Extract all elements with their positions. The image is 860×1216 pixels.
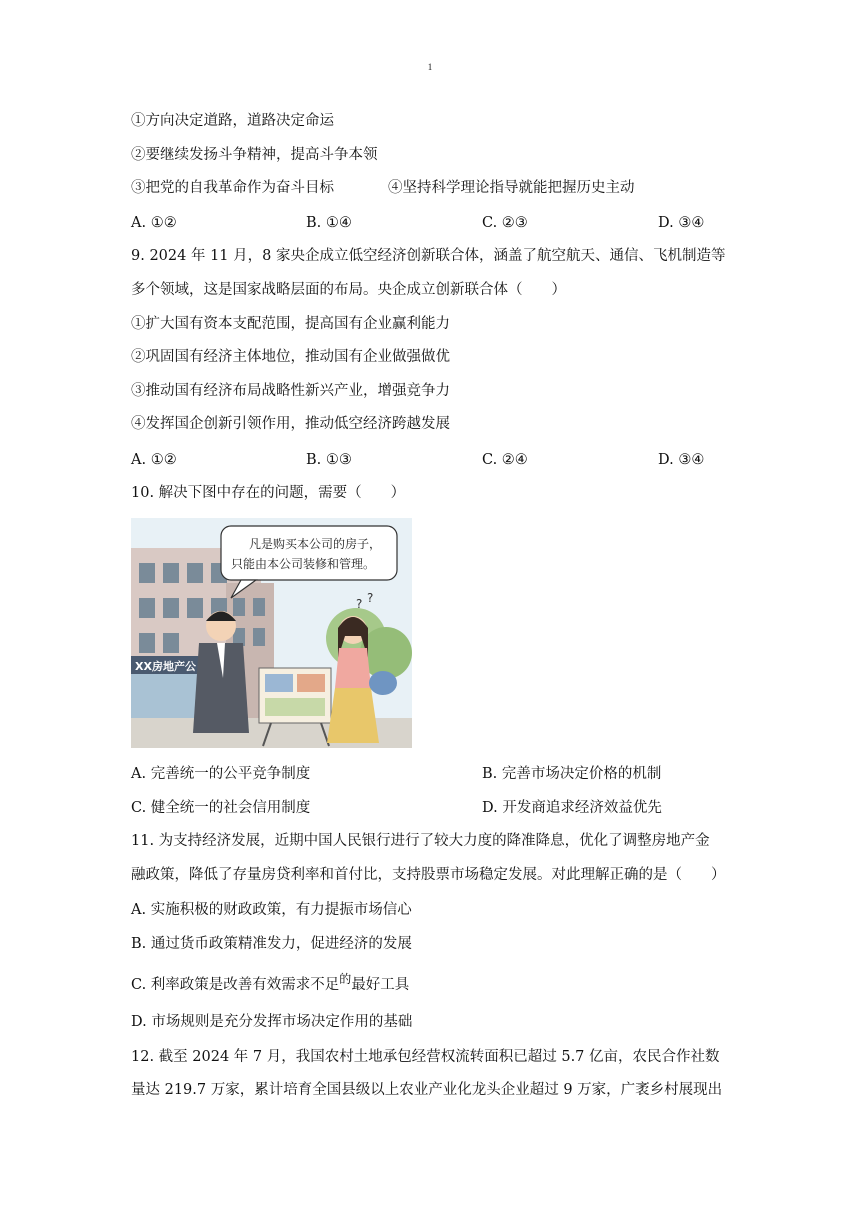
q9-item-2: ②巩固国有经济主体地位，推动国有企业做强做优 [131,349,450,365]
q9-item-1: ①扩大国有资本支配范围，提高国有企业赢利能力 [131,316,450,332]
speech-line-1: 凡是购买本公司的房子， [249,537,382,551]
q12-stem-line-1: 12. 截至 2024 年 7 月，我国农村土地承包经营权流转面积已超过 5.7 亿亩，农民合作社数 [131,1049,720,1065]
q11-option-c-text-end: 最好工具 [351,977,410,993]
q10-option-c: C. 健全统一的社会信用制度 [131,800,311,816]
q11-stem-line-1: 11. 为支持经济发展，近期中国人民银行进行了较大力度的降准降息，优化了调整房地产金 [131,833,710,849]
q10-option-d: D. 开发商追求经济效益优先 [482,800,662,816]
q9-option-b: B. ①③ [306,452,352,468]
q8-item-1: ①方向决定道路，道路决定命运 [131,113,334,129]
q8-option-d: D. ③④ [658,215,705,231]
page-number: 1 [427,62,433,72]
q11-option-d: D. 市场规则是充分发挥市场决定作用的基础 [131,1014,413,1030]
q8-option-b: B. ①④ [306,215,352,231]
q9-option-a: A. ①② [131,452,177,468]
q8-item-3: ③把党的自我革命作为奋斗目标 [131,180,334,196]
q8-item-2: ②要继续发扬斗争精神，提高斗争本领 [131,147,378,163]
q11-option-c [131,972,410,995]
q11-option-b: B. 通过货币政策精准发力，促进经济的发展 [131,936,412,952]
q11-option-c-raised-char: 的 [339,972,352,986]
q9-item-3: ③推动国有经济布局战略性新兴产业，增强竞争力 [131,383,450,399]
svg-text:?: ? [356,597,363,611]
q12-stem-line-2: 量达 219.7 万家，累计培育全国县级以上农业产业化龙头企业超过 9 万家，广袤乡村展现出 [131,1082,723,1098]
cartoon-figure [131,518,412,748]
svg-text:?: ? [367,591,374,605]
q8-option-c: C. ②③ [482,215,528,231]
q11-option-c-text: C. 利率政策是改善有效需求不足 [131,977,340,993]
q9-stem-line-1: 9. 2024 年 11 月，8 家央企成立低空经济创新联合体，涵盖了航空航天、通信、飞机制造等 [131,248,726,264]
q8-option-a: A. ①② [131,215,177,231]
q11-option-a: A. 实施积极的财政政策，有力提振市场信心 [131,902,412,918]
speech-line-2: 只能由本公司装修和管理。 [231,557,376,571]
company-sign: XX房地产公 [135,660,196,673]
q8-item-4: ④坚持科学理论指导就能把握历史主动 [388,180,635,196]
q9-option-c: C. ②④ [482,452,528,468]
q9-option-d: D. ③④ [658,452,705,468]
q11-stem-line-2: 融政策，降低了存量房贷利率和首付比，支持股票市场稳定发展。对此理解正确的是（ ） [131,867,726,883]
q10-option-a: A. 完善统一的公平竞争制度 [131,766,311,782]
q9-item-4: ④发挥国企创新引领作用，推动低空经济跨越发展 [131,416,450,432]
q10-option-b: B. 完善市场决定价格的机制 [482,766,662,782]
q10-stem: 10. 解决下图中存在的问题，需要（ ） [131,485,406,501]
q9-stem-line-2: 多个领域，这是国家战略层面的布局。央企成立创新联合体（ ） [131,282,566,298]
